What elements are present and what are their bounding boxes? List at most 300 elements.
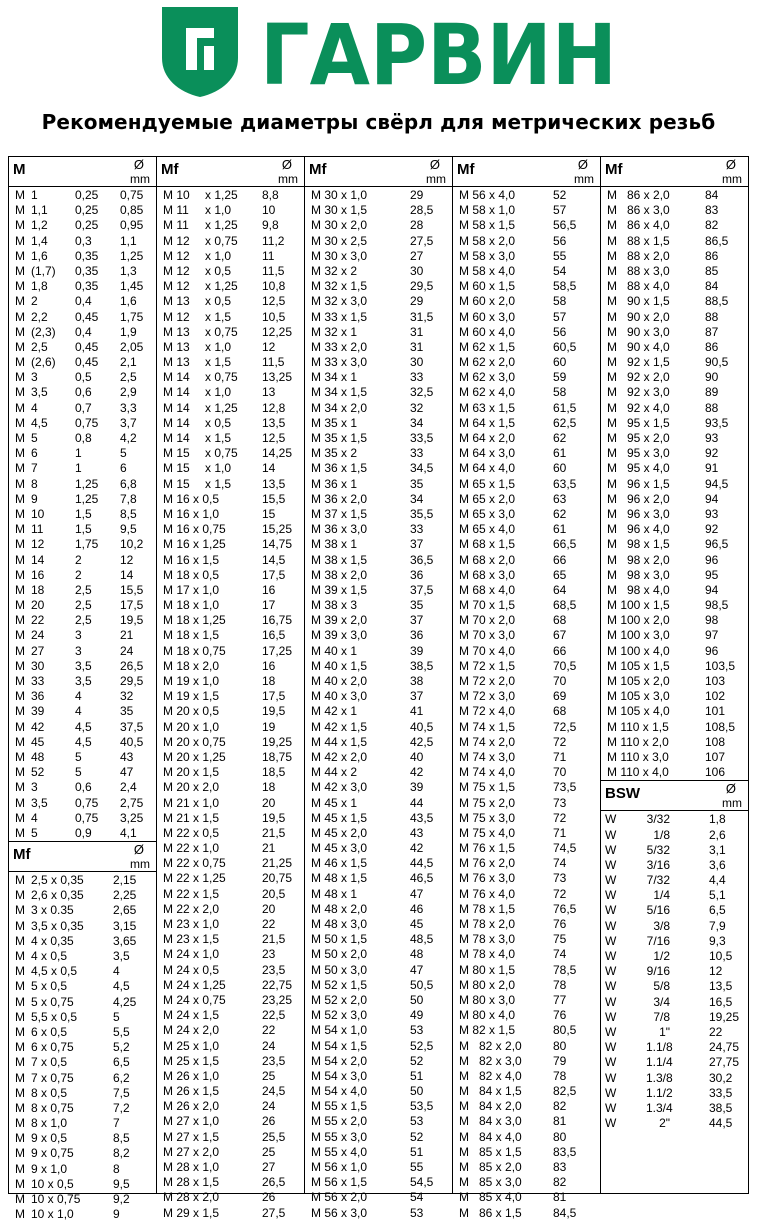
section-header	[157, 157, 304, 187]
table-cell: 17,5	[262, 567, 286, 582]
table-cell: 50,5	[410, 977, 434, 992]
table-row	[157, 492, 304, 507]
table-cell: 45	[31, 734, 45, 749]
table-row	[305, 249, 452, 264]
table-row	[453, 613, 600, 628]
table-row	[601, 401, 748, 416]
table-cell: M 74 x 3,0	[459, 749, 516, 764]
table-cell: 2,4	[120, 780, 137, 795]
table-cell: 29,5	[120, 674, 144, 688]
table-cell: M	[15, 279, 25, 294]
table-row	[453, 1190, 600, 1205]
table-cell: 102	[705, 689, 726, 704]
table-cell: 0,75	[75, 415, 99, 430]
table-cell: 10,5	[709, 949, 733, 963]
table-cell: M 39 x 1,5	[311, 582, 368, 597]
table-cell: 36	[31, 689, 45, 704]
table-cell: M	[15, 795, 25, 810]
table-row	[305, 522, 452, 537]
table-cell: 32	[410, 400, 424, 415]
table-cell: M 80 x 2,0	[459, 977, 516, 992]
table-cell: M 68 x 4,0	[459, 582, 516, 597]
table-cell: M 26 x 1,0	[163, 1068, 220, 1083]
table-cell: 45	[410, 917, 424, 931]
table-row	[601, 249, 748, 264]
table-row	[305, 294, 452, 309]
table-row	[9, 234, 156, 249]
unit-label: mm	[722, 172, 742, 186]
table-cell: M 85 x 4,0	[459, 1190, 522, 1205]
table-cell: 8 x 0,75	[31, 1100, 74, 1115]
table-row	[157, 765, 304, 780]
table-row	[157, 294, 304, 309]
table-row	[157, 1084, 304, 1099]
table-cell: 1.1/2	[646, 1085, 673, 1100]
table-row	[305, 1175, 452, 1190]
table-row	[9, 704, 156, 719]
table-cell: M 78 x 4,0	[459, 947, 516, 962]
table-cell: 93	[705, 506, 719, 521]
table-row	[601, 340, 748, 355]
table-cell: 3,25	[120, 810, 144, 825]
table-cell: 14	[120, 567, 134, 582]
table-cell: M 76 x 4,0	[459, 886, 516, 901]
table-row	[453, 1008, 600, 1023]
table-row	[157, 887, 304, 902]
table-row	[305, 1160, 452, 1175]
table-cell: 5,5	[113, 1024, 130, 1039]
table-cell: 1,3	[120, 263, 137, 278]
table-cell: 88	[705, 309, 719, 324]
table-row	[305, 887, 452, 902]
table-row	[305, 1206, 452, 1221]
table-cell: 108	[705, 734, 726, 749]
table-row	[453, 674, 600, 689]
table-row	[9, 964, 156, 979]
table-cell: M 20 x 0,75	[163, 734, 226, 749]
table-cell: 3/32	[646, 812, 670, 827]
section-title: M	[13, 161, 26, 178]
table-cell: M 110 x 4,0	[607, 765, 669, 780]
table-cell: M	[15, 719, 25, 734]
table-cell: 25	[262, 1068, 276, 1083]
table-cell: (2,6)	[31, 355, 56, 370]
table-cell: 1.1/4	[646, 1055, 673, 1070]
table-cell: 82	[705, 218, 719, 233]
table-cell: M 22 x 2,0	[163, 901, 220, 916]
table-row	[305, 796, 452, 811]
unit-label: mm	[426, 172, 446, 186]
table-cell: M 60 x 1,5	[459, 279, 516, 294]
table-row	[453, 598, 600, 613]
table-row	[305, 264, 452, 279]
table-row	[9, 188, 156, 203]
table-cell: 42	[410, 841, 424, 856]
table-cell: 24	[262, 1099, 276, 1114]
table-cell: M 54 x 4,0	[311, 1084, 368, 1099]
table-cell: M 70 x 2,0	[459, 613, 516, 628]
table-row	[453, 522, 600, 537]
table-cell: 31	[410, 339, 424, 354]
table-cell: 4,5	[31, 415, 48, 430]
table-cell: 43,5	[410, 810, 434, 825]
table-cell: M	[15, 1024, 25, 1039]
table-row	[601, 598, 748, 613]
table-cell: 29	[410, 188, 424, 202]
table-cell: W	[605, 933, 617, 948]
table-cell: 1,8	[31, 279, 48, 294]
table-cell: 1,1	[120, 233, 137, 248]
table-cell: M	[15, 780, 25, 795]
table-cell: 19,5	[262, 704, 286, 719]
table-cell: M	[15, 825, 25, 840]
table-cell: 7,9	[709, 918, 726, 933]
table-cell: 58	[553, 385, 567, 400]
table-row	[453, 370, 600, 385]
table-cell: M 98 x 2,0	[607, 552, 670, 567]
table-row	[453, 750, 600, 765]
table-cell: M 28 x 1,0	[163, 1160, 220, 1174]
table-cell: M 35 x 1	[311, 415, 358, 430]
table-row	[305, 431, 452, 446]
unit-label: mm	[130, 172, 150, 186]
table-row	[157, 401, 304, 416]
table-cell: 37	[410, 537, 424, 552]
table-cell: M 42 x 1	[311, 704, 358, 719]
table-cell: 3	[75, 643, 82, 658]
table-row	[453, 431, 600, 446]
table-cell: 27	[31, 643, 45, 658]
table-cell: 37,5	[410, 582, 434, 597]
table-cell: 1/8	[653, 827, 670, 842]
table-cell: M 92 x 4,0	[607, 400, 670, 415]
table-row	[601, 1116, 748, 1131]
table-cell: M 88 x 3,0	[607, 263, 670, 278]
table-cell: x 1,5	[205, 431, 232, 445]
table-row	[601, 995, 748, 1010]
table-cell: M 75 x 4,0	[459, 825, 516, 840]
table-cell: 0,45	[75, 355, 99, 370]
table-cell: 2,05	[120, 339, 144, 354]
table-cell: 50	[410, 992, 424, 1007]
table-row	[157, 1206, 304, 1221]
table-row	[453, 355, 600, 370]
table-row	[453, 1206, 600, 1221]
table-row	[601, 644, 748, 659]
table-cell: M 18 x 1,5	[163, 628, 220, 643]
table-row	[453, 1069, 600, 1084]
table-cell: M 28 x 2,0	[163, 1190, 220, 1205]
table-cell: M	[15, 476, 25, 491]
table-cell: 70	[553, 674, 567, 688]
table-cell: M 110 x 2,0	[607, 734, 669, 749]
table-cell: 16	[31, 567, 45, 582]
table-cell: 61	[553, 446, 567, 461]
table-row	[157, 1160, 304, 1175]
diameter-symbol: Ø	[281, 157, 292, 172]
table-row	[9, 598, 156, 613]
table-cell: M 24 x 2,0	[163, 1023, 220, 1038]
table-cell: W	[605, 1070, 617, 1085]
table-row	[601, 735, 748, 750]
table-row	[9, 735, 156, 750]
table-row	[9, 1040, 156, 1055]
table-cell: M 75 x 3,0	[459, 810, 516, 825]
table-cell: M 32 x 1,5	[311, 279, 368, 294]
table-cell: W	[605, 1100, 617, 1115]
table-cell: 10,5	[262, 309, 286, 324]
table-cell: 4	[75, 689, 82, 704]
table-cell: 47	[410, 962, 424, 977]
table-cell: M 72 x 3,0	[459, 689, 516, 704]
table-cell: 4,5	[75, 719, 92, 734]
table-cell: 86	[705, 248, 719, 263]
table-cell: x 0,75	[205, 370, 238, 385]
table-cell: M	[15, 598, 25, 613]
table-cell: 7 x 0,75	[31, 1070, 74, 1085]
table-row	[453, 568, 600, 583]
table-cell: 88	[705, 400, 719, 415]
table-row	[601, 310, 748, 325]
table-cell: 3,6	[709, 857, 726, 872]
table-cell: M 45 x 3,0	[311, 841, 368, 856]
table-cell: W	[605, 1116, 617, 1131]
table-cell: M 64 x 3,0	[459, 446, 516, 461]
table-row	[453, 461, 600, 476]
table-cell: 60,5	[553, 339, 577, 354]
table-cell: M 35 x 2	[311, 446, 358, 461]
table-cell: M 16 x 1,5	[163, 552, 220, 567]
table-cell: x 0,75	[205, 324, 238, 339]
table-row	[157, 1039, 304, 1054]
table-cell: M	[15, 506, 25, 521]
diameter-symbol: Ø	[725, 781, 736, 797]
table-row	[157, 416, 304, 431]
table-cell: M 22 x 1,25	[163, 871, 226, 886]
table-cell: W	[605, 994, 617, 1009]
table-row	[453, 385, 600, 400]
table-row	[601, 537, 748, 552]
table-cell: M 14	[163, 400, 190, 415]
table-cell: M 37 x 1,5	[311, 506, 368, 521]
table-row	[453, 720, 600, 735]
table-row	[453, 780, 600, 795]
table-cell: M 18 x 0,75	[163, 643, 226, 658]
table-cell: M 63 x 1,5	[459, 400, 516, 415]
table-cell: M 22 x 1,5	[163, 886, 220, 901]
table-cell: 0,6	[75, 780, 92, 795]
table-row	[9, 203, 156, 218]
table-cell: 13,5	[262, 415, 286, 430]
section-title: Mf	[605, 161, 623, 178]
table-row	[305, 1114, 452, 1129]
table-row	[157, 644, 304, 659]
table-cell: 16,5	[262, 628, 286, 643]
table-cell: M 12	[163, 248, 190, 263]
table-cell: 51	[410, 1144, 424, 1159]
table-cell: 5	[31, 825, 38, 840]
table-cell: M 70 x 4,0	[459, 643, 516, 658]
table-row	[305, 628, 452, 643]
table-row	[305, 492, 452, 507]
table-cell: M	[15, 1192, 25, 1206]
table-cell: M 60 x 3,0	[459, 309, 516, 324]
table-row	[9, 1146, 156, 1161]
table-row	[453, 1160, 600, 1175]
table-row	[9, 1192, 156, 1207]
table-cell: 4 x 0,5	[31, 949, 68, 963]
table-cell: M 65 x 4,0	[459, 522, 516, 537]
table-cell: W	[605, 827, 617, 842]
table-row	[453, 1114, 600, 1129]
table-cell: M 50 x 2,0	[311, 947, 368, 962]
table-cell: W	[605, 1009, 617, 1024]
table-row	[9, 310, 156, 325]
table-cell: 6,5	[709, 903, 726, 918]
table-cell: 3,65	[113, 933, 137, 948]
table-cell: 1	[31, 188, 38, 202]
table-row	[157, 917, 304, 932]
table-cell: 92	[705, 522, 719, 537]
table-cell: M 11	[163, 203, 189, 218]
table-cell: M 48 x 1,5	[311, 871, 368, 886]
table-cell: 43	[410, 825, 424, 840]
table-cell: M 52 x 1,5	[311, 977, 368, 992]
table-cell: M	[15, 309, 25, 324]
table-row	[157, 1099, 304, 1114]
table-row	[157, 613, 304, 628]
table-row	[305, 537, 452, 552]
table-cell: 42	[410, 765, 424, 780]
table-cell: M 54 x 1,0	[311, 1023, 368, 1038]
table-cell: M 52 x 3,0	[311, 1008, 368, 1023]
table-cell: 3,5	[75, 658, 92, 673]
table-row	[601, 979, 748, 994]
table-cell: 63,5	[553, 476, 577, 491]
table-cell: x 1,5	[205, 476, 232, 491]
table-cell: 10 x 0,5	[31, 1176, 74, 1191]
table-cell: 76,5	[553, 901, 577, 916]
table-cell: M 65 x 1,5	[459, 476, 516, 491]
table-cell: 26,5	[120, 658, 144, 673]
table-cell: M 90 x 3,0	[607, 324, 670, 339]
table-cell: 42,5	[410, 734, 434, 749]
table-row	[9, 796, 156, 811]
table-row	[453, 1175, 600, 1190]
table-cell: M 96 x 4,0	[607, 522, 670, 537]
table-cell: M	[15, 1085, 25, 1100]
table-cell: M 14	[163, 370, 190, 385]
table-row	[453, 249, 600, 264]
table-row	[157, 963, 304, 978]
table-cell: M 54 x 3,0	[311, 1068, 368, 1083]
table-row	[453, 978, 600, 993]
table-row	[157, 720, 304, 735]
table-cell: M 26 x 2,0	[163, 1099, 220, 1114]
table-row	[9, 431, 156, 446]
table-cell: M 52 x 2,0	[311, 992, 368, 1007]
table-cell: M 16 x 0,5	[163, 491, 220, 506]
table-cell: 0,25	[75, 203, 99, 218]
table-row	[305, 841, 452, 856]
table-row	[453, 796, 600, 811]
table-cell: M 24 x 1,25	[163, 977, 226, 992]
table-cell: M 78 x 3,0	[459, 932, 516, 947]
table-row	[601, 628, 748, 643]
table-cell: 33,5	[709, 1085, 733, 1100]
table-cell: M	[15, 188, 25, 202]
table-cell: 69	[553, 689, 567, 704]
section-title: Mf	[309, 161, 327, 178]
table-cell: x 1,0	[205, 461, 232, 476]
table-row	[9, 537, 156, 552]
table-cell: 26	[262, 1190, 276, 1205]
table-row	[305, 188, 452, 203]
table-row	[601, 858, 748, 873]
table-cell: M 33 x 1,5	[311, 309, 368, 324]
table-row	[157, 568, 304, 583]
table-row	[9, 628, 156, 643]
table-cell: M 16 x 1,0	[163, 506, 220, 521]
table-row	[9, 492, 156, 507]
table-cell: 4	[113, 964, 120, 979]
table-cell: 23,25	[262, 992, 293, 1007]
table-cell: 39	[410, 643, 424, 658]
table-cell: 20,75	[262, 871, 293, 886]
shield-icon	[162, 7, 238, 97]
table-cell: M 105 x 2,0	[607, 674, 670, 688]
table-cell: 62	[553, 431, 567, 445]
table-cell: 21,5	[262, 932, 286, 947]
table-cell: 20	[262, 795, 276, 810]
table-row	[157, 1130, 304, 1145]
table-row	[157, 628, 304, 643]
table-cell: M 95 x 2,0	[607, 431, 670, 445]
table-cell: 17,5	[120, 598, 144, 613]
table-row	[9, 279, 156, 294]
table-cell: 35	[410, 476, 424, 491]
table-row	[157, 1054, 304, 1069]
table-cell: M	[15, 400, 25, 415]
table-row	[601, 218, 748, 233]
table-cell: M 64 x 2,0	[459, 431, 516, 445]
table-row	[157, 264, 304, 279]
table-cell: M	[15, 1070, 25, 1085]
table-cell: 5/32	[646, 842, 670, 857]
table-row	[9, 325, 156, 340]
table-cell: M	[15, 949, 25, 963]
table-row	[453, 264, 600, 279]
table-section	[601, 157, 748, 780]
unit-label: mm	[722, 796, 742, 811]
table-cell: M 36 x 1	[311, 476, 358, 491]
table-row	[305, 735, 452, 750]
table-cell: 3,3	[120, 400, 137, 415]
table-cell: M	[15, 582, 25, 597]
table-cell: M 96 x 3,0	[607, 506, 670, 521]
table-cell: M 80 x 3,0	[459, 992, 516, 1007]
table-cell: 83	[705, 203, 719, 218]
table-row	[601, 264, 748, 279]
table-cell: 1/2	[653, 949, 670, 963]
table-row	[305, 401, 452, 416]
table-row	[305, 279, 452, 294]
table-row	[157, 978, 304, 993]
table-cell: 1,5	[75, 506, 92, 521]
table-cell: W	[605, 842, 617, 857]
table-row	[305, 750, 452, 765]
table-cell: M 100 x 2,0	[607, 613, 670, 628]
